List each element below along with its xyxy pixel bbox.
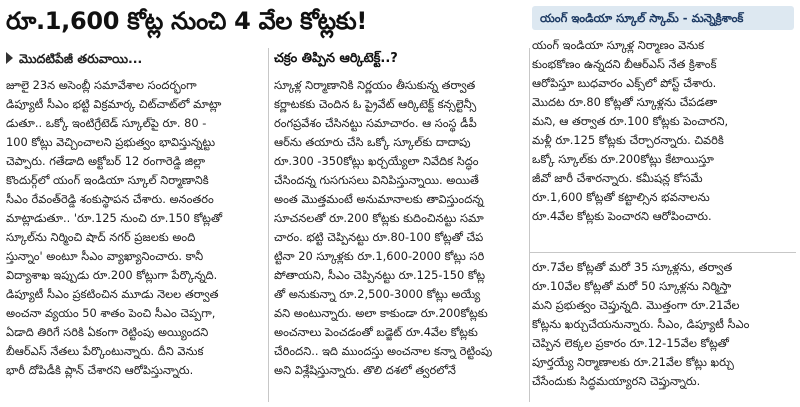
article-line: స్కూల్‌ను నిర్మించి షాద్ నగర్ ప్రజలకు అంది [6,230,196,244]
sidebar-divider [530,252,796,253]
triangle-arrow-icon [6,52,13,64]
article-line: రంగప్రవేశం చేసినట్టు సమాచారం. ఆ సంస్థ డీపీ [274,116,477,130]
sidebar-line: ఆరోపిస్తూ బుధవారం ఎక్స్‌లో పోస్ట్ చేశారు. [532,76,717,90]
sidebar-line: కుంభకోణం ఉన్నదని బీఆర్ఎస్ నేత క్రిశాంక్ [532,57,717,71]
sidebar-line: మని, ఆ తర్వాత రూ.100 కోట్లకు పెంచారని, [532,114,729,128]
article-line: రూ.10వేల కోట్లతో మరో 50 స్కూళ్లను నిర్మిస్తా [532,279,732,293]
article-line: చెప్పిన లెక్కల ప్రకారం రూ.12-15వేల కోట్లతో [532,336,729,350]
continuation-kicker [6,50,142,68]
article-line: కోట్లను ఖర్చుచేయనున్నారు. సీఎం, డిప్యూటీ సీఎం [532,317,750,331]
article-line: డుతూ.. ఒక్కో ఇంటిగ్రేటెడ్ స్కూల్‌పై రూ. 80 - [6,116,207,130]
article-line: డిప్యూటీ సీఎం ప్రకటించిన మూడు నెలల తర్వాత [6,287,219,301]
article-line: మని ప్రభుత్వం చెప్తున్నది. మొత్తంగా రూ.21వేల [532,298,740,312]
article-line: పోతాయని, సీఎం చెప్పినట్టు రూ.125-150 కోట్ల [274,268,486,282]
article-line: పూర్తయ్యే నిర్మాణాలకు రూ.21వేల కోట్లు ఖర్చు [532,355,734,369]
article-line: చేరిందని.. ఇది ముందస్తు అంచనాల కన్నా రెట్టింపు [274,344,493,358]
sidebar-line: ఒక్కో స్కూల్‌కు రూ.200కోట్లు కేటాయిస్తూ [532,152,714,166]
article-line: విద్యాశాఖ ఇప్పుడు రూ.200 కోట్లుగా పేర్కొన్నది. [6,268,218,282]
article-line: సూచనలతో రూ.200 కోట్లకు కుదించినట్టు సమా [274,211,484,225]
article-line: రూ.7వేల కోట్లతో మరో 35 స్కూళ్లను, తర్వాత [532,260,733,274]
column-divider [529,48,530,402]
article-line: రూ.300 -350కోట్లు ఖర్చయ్యేలా నివేదిక సిద్ధం [274,154,479,168]
article-line: చేసిందన్న గుసగుసలు వినిపిస్తున్నాయి. అయితే [274,173,479,187]
article-line: అంచనా వ్యయం 50 శాతం పెంచి సీఎం చెప్పగా, [6,306,216,320]
sidebar-column-top [532,36,794,248]
article-column-1 [6,76,264,398]
article-line: ట్టినా 20 స్కూళ్లకు రూ.1,600-2000 కోట్లు సరి [274,249,485,263]
sidebar-line: మొదట రూ.80 కోట్లతో స్కూళ్లను చేపడతా [532,95,718,109]
article-line: 100 కోట్లు వెచ్చించాలని ప్రభుత్వం భావిస్తున్నట్టు [6,135,216,149]
article-line: డిప్యూటీ సీఎం భట్టి విక్రమార్క చిట్‌చాట్‌లో మాట్లా [6,97,222,111]
article-line: అంత మొత్తమంటే అనుమానాలకు తావిస్తుందన్న [274,192,484,206]
sidebar-header: యంగ్ ఇండియా స్కూల్ స్కామ్ - మన్నెక్రిశాంక్ [532,6,794,30]
article-line: స్కూళ్ల నిర్మాణానికి నిర్ణయం తీసుకున్న తర్వాత [274,78,476,92]
article-line: స్తున్నాం' అంటూ సీఎం వ్యాఖ్యానించారు. కానీ [6,249,204,263]
article-line: తో అనుకున్నా రూ.2,500-3000 కోట్లు అయ్యే [274,287,481,301]
article-line: అంచనాలు పెంచడంతో బడ్జెట్ రూ.4వేల కోట్లకు [274,325,478,339]
column-divider [268,48,269,402]
article-line: కొందుర్గ్‌లో యంగ్ ఇండియా స్కూల్ నిర్మాణానికి [6,173,209,187]
article-line: మాట్లాడుతూ.. 'రూ.125 నుంచి రూ.150 కోట్లతో [6,211,223,225]
article-line: ఏడాది తిరిగే సరికి ఏకంగా రెట్టింపు అయ్యిందని [6,325,209,339]
article-column-3 [532,258,794,398]
sidebar-line: మళ్లీ రూ.125 కోట్లకు చేర్చారన్నారు. చివరికి [532,133,724,147]
sidebar-line: రూ.1,600 కోట్లతో కట్టాల్సిన భవనాలను [532,190,710,204]
kicker-text: మొదటిపేజీ తరువాయి... [19,51,143,66]
sidebar-line: రూ.4వేల కోట్లకు పెంచారని ఆరోపించారు. [532,209,712,223]
column2-subhead: చక్రం తిప్పిన ఆర్కిటెక్ట్..? [274,51,398,66]
article-line: భారీ దోపిడీకి ప్లాన్ చేశారని ఆరోపిస్తున్నారు. [6,363,194,377]
article-line: కర్ణాటకకు చెందిన ఓ ప్రైవేట్ ఆర్కిటెక్ట్ కన్సల్టెన్సీ [274,97,477,111]
article-line: చెప్పారు. గతేడాది అక్టోబర్ 12 రంగారెడ్డి జిల్లా [6,154,205,168]
article-line: చారం. భట్టి చెప్పినట్టు రూ.80-100 కోట్లతో చేప [274,230,484,244]
article-line: సీఎం రేవంత్‌రెడ్డి శంకుస్థాపన చేశారు. అనంతరం [6,192,214,206]
article-column-2 [274,76,526,398]
article-line: బీఆర్ఎస్ నేతలు పేర్కొంటున్నారు. దీని వెనుక [6,344,204,358]
article-line: జూలై 23న అసెంబ్లీ సమావేశాల సందర్భంగా [6,78,197,92]
article-line: ఆర్‌ను తయారు చేసి ఒక్కో స్కూల్‌కు దాదాపు [274,135,471,149]
article-line: వని అంటున్నారు. అలా కాకుండా రూ.200కోట్లకు [274,306,488,320]
headline: రూ.1,600 కోట్ల నుంచి 4 వేల కోట్లకు! [6,7,368,35]
article-line: అని విశ్లేషిస్తున్నారు. తొలి దశలో త్వరలోనే [274,363,456,377]
sidebar-line: యంగ్ ఇండియా స్కూళ్ల నిర్మాణం వెనుక [532,38,705,52]
sidebar-line: జీవో జారీ చేశారన్నారు. కమీషన్ల కోసమే [532,171,703,185]
article-line: చేసేందుకు సిద్ధమయ్యారని చెప్తున్నారు. [532,374,701,388]
